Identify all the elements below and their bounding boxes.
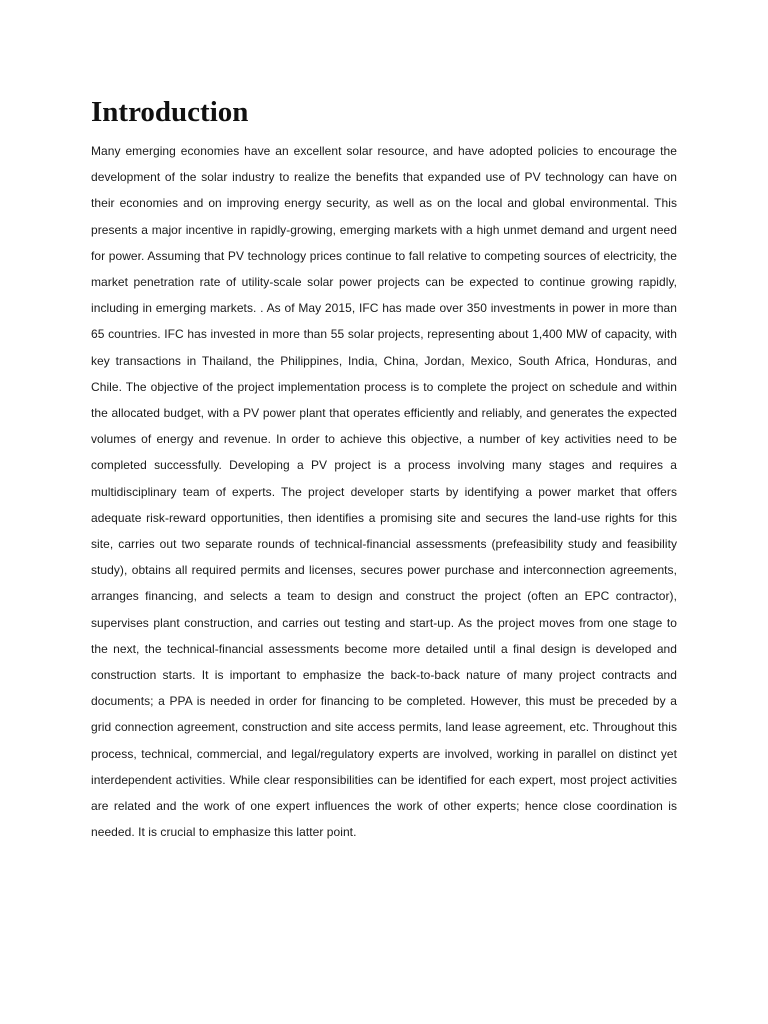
- section-heading: Introduction: [91, 96, 249, 128]
- body-paragraph: Many emerging economies have an excellent solar resource, and have adopted policies to encourage the development of the solar industry to realize the benefits that expanded use of PV technology can have on their economies and on improving energy security, as well as on the local and global environmental. This presents a major incentive in rapidly-growing, emerging markets with a high unmet demand and urgent need for power. Assuming that PV technology prices continue to fall relative to competing sources of electricity, the market penetration rate of utility-scale solar power projects can be expected to continue growing rapidly, including in emerging markets. . As of May 2015, IFC has made over 350 investments in power in more than 65 countries. IFC has invested in more than 55 solar projects, representing about 1,400 MW of capacity, with key transactions in Thailand, the Philippines, India, China, Jordan, Mexico, South Africa, Honduras, and Chile. The objective of the project implementation process is to complete the project on schedule and within the allocated budget, with a PV power plant that operates efficiently and reliably, and generates the expected volumes of energy and revenue. In order to achieve this objective, a number of key activities need to be completed successfully. Developing a PV project is a process involving many stages and requires a multidisciplinary team of experts. The project developer starts by identifying a power market that offers adequate risk-reward opportunities, then identifies a promising site and secures the land-use rights for this site, carries out two separate rounds of technical-financial assessments (prefeasibility study and feasibility study), obtains all required permits and licenses, secures power purchase and interconnection agreements, arranges financing, and selects a team to design and construct the project (often an EPC contractor), supervises plant construction, and carries out testing and start-up. As the project moves from one stage to the next, the technical-financial assessments become more detailed until a final design is developed and construction starts. It is important to emphasize the back-to-back nature of many project contracts and documents; a PPA is needed in order for financing to be completed. However, this must be preceded by a grid connection agreement, construction and site access permits, land lease agreement, etc. Throughout this process, technical, commercial, and legal/regulatory experts are involved, working in parallel on distinct yet interdependent activities. While clear responsibilities can be identified for each expert, most project activities are related and the work of one expert influences the work of other experts; hence close coordination is needed. It is crucial to emphasize this latter point.: [91, 144, 677, 840]
